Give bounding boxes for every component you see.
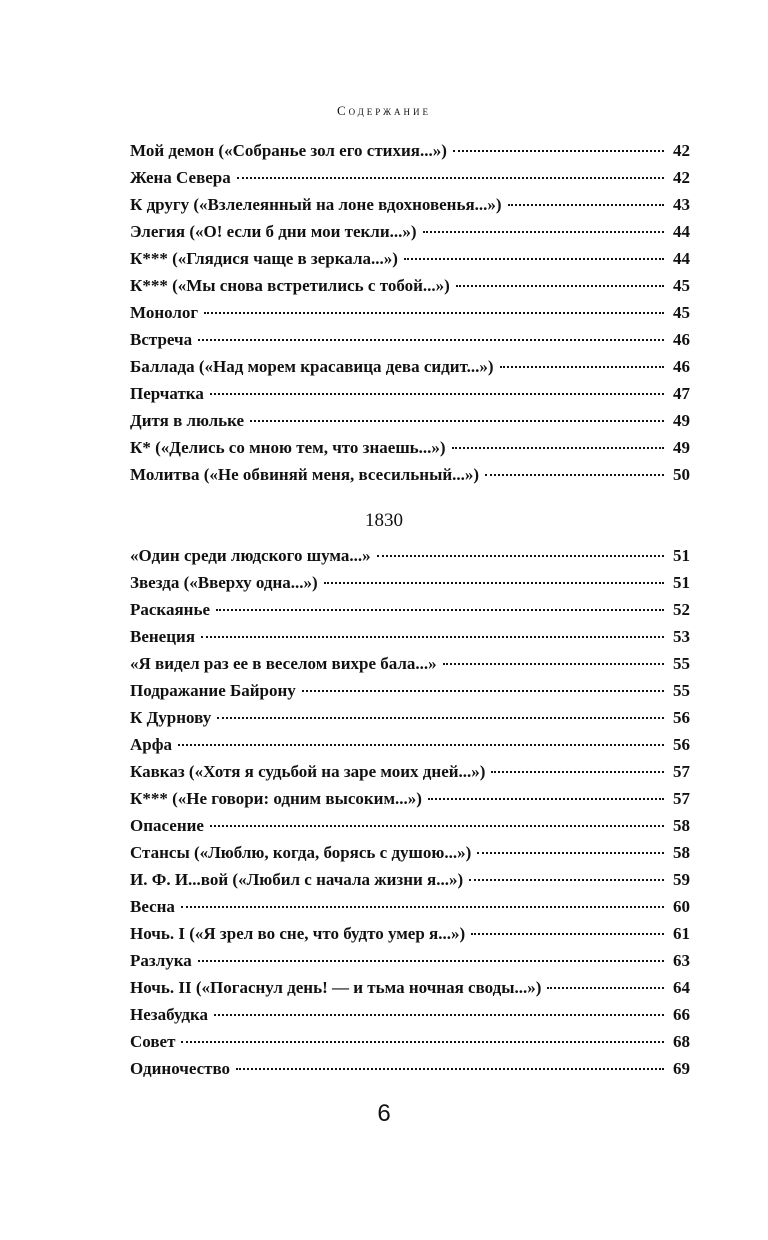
toc-entry <box>130 596 690 623</box>
toc-entry-page: 49 <box>673 411 690 430</box>
toc-entry-page: 43 <box>673 195 690 214</box>
toc-entry-title: «Один среди людского шума...» <box>130 546 371 565</box>
toc-entry-page: 56 <box>673 735 690 754</box>
toc-entry <box>130 812 690 839</box>
toc-entry <box>130 299 690 326</box>
dot-leader <box>250 420 664 422</box>
toc-entry-page: 42 <box>673 168 690 187</box>
toc-entry-title: Арфа <box>130 735 172 754</box>
toc-entry-page: 44 <box>673 249 690 268</box>
toc-entry-title: Баллада («Над морем красавица дева сидит...») <box>130 357 494 376</box>
toc-entry-page: 51 <box>673 546 690 565</box>
running-header: Содержание <box>336 103 432 118</box>
dot-leader <box>443 663 664 665</box>
toc-entry-title: Кавказ («Хотя я судьбой на заре моих дней...») <box>130 762 486 781</box>
toc-entry-page: 51 <box>673 573 690 592</box>
toc-entry <box>130 974 690 1001</box>
toc-entry <box>130 137 690 164</box>
toc-entry-page: 53 <box>673 627 690 646</box>
toc-entry-page: 46 <box>673 330 690 349</box>
toc-entry-title: Дитя в люльке <box>130 411 245 430</box>
toc-entry <box>130 731 690 758</box>
toc-entry-title: К* («Делись со мною тем, что знаешь...») <box>130 438 446 457</box>
toc-entry <box>130 893 690 920</box>
dot-leader <box>456 285 664 287</box>
dot-leader <box>404 258 664 260</box>
toc-entry <box>130 704 690 731</box>
toc-entry <box>130 461 690 488</box>
toc-entry-page: 46 <box>673 357 690 376</box>
toc-entry-title: «Я видел раз ее в веселом вихре бала...» <box>130 654 437 673</box>
toc-entry-title: К другу («Взлелеянный на лоне вдохновенья...») <box>130 195 502 214</box>
toc-entry <box>130 326 690 353</box>
toc-entry-title: Ночь. II («Погаснул день! — и тьма ночная своды...») <box>130 978 542 997</box>
toc-entry-title: Перчатка <box>130 384 204 403</box>
toc-entry-page: 59 <box>673 870 690 889</box>
dot-leader <box>181 906 664 908</box>
toc-entry-page: 66 <box>673 1005 690 1024</box>
toc-entry-title: Раскаянье <box>130 600 210 619</box>
toc-entry-title: И. Ф. И...вой («Любил с начала жизни я...») <box>130 870 464 889</box>
toc-entry-title: Жена Севера <box>130 168 231 187</box>
toc-entry <box>130 434 690 461</box>
dot-leader <box>377 555 664 557</box>
toc-entry <box>130 1028 690 1055</box>
toc-entry-page: 52 <box>673 600 690 619</box>
toc-entry-page: 56 <box>673 708 690 727</box>
toc-entry-title: Стансы («Люблю, когда, борясь с душою...») <box>130 843 472 862</box>
toc-entry-page: 55 <box>673 681 690 700</box>
dot-leader <box>201 636 664 638</box>
toc-entry-title: Опасение <box>130 816 204 835</box>
dot-leader <box>477 852 664 854</box>
toc-entry-title: Встреча <box>130 330 193 349</box>
toc-entry-page: 68 <box>673 1032 690 1051</box>
toc-entry <box>130 569 690 596</box>
toc-entry-title: Одиночество <box>130 1059 231 1078</box>
toc-entry-page: 61 <box>673 924 690 943</box>
dot-leader <box>214 1014 664 1016</box>
toc-entry-page: 47 <box>673 384 690 403</box>
dot-leader <box>181 1041 664 1043</box>
toc-entry <box>130 623 690 650</box>
dot-leader <box>198 339 664 341</box>
toc-entry <box>130 758 690 785</box>
toc-entry-title: Молитва («Не обвиняй меня, всесильный...») <box>130 465 480 484</box>
toc-entry <box>130 1055 690 1082</box>
toc-entry-page: 63 <box>673 951 690 970</box>
toc-entry <box>130 839 690 866</box>
dot-leader <box>508 204 664 206</box>
toc-entry <box>130 920 690 947</box>
toc-entry-page: 44 <box>673 222 690 241</box>
toc-entry <box>130 677 690 704</box>
toc-entry-title: Элегия («О! если б дни мои текли...») <box>130 222 417 241</box>
toc-entry-page: 49 <box>673 438 690 457</box>
toc-entry-title: К Дурнову <box>130 708 212 727</box>
toc-entry-page: 69 <box>673 1059 690 1078</box>
dot-leader <box>471 933 664 935</box>
toc-entry-page: 42 <box>673 141 690 160</box>
toc-section-1 <box>130 137 690 488</box>
dot-leader <box>210 825 664 827</box>
dot-leader <box>423 231 664 233</box>
toc-entry-page: 60 <box>673 897 690 916</box>
dot-leader <box>453 150 664 152</box>
dot-leader <box>491 771 664 773</box>
toc-entry-page: 64 <box>673 978 690 997</box>
toc-entry <box>130 542 690 569</box>
toc-entry-page: 57 <box>673 789 690 808</box>
toc-entry-title: Совет <box>130 1032 176 1051</box>
page-number: 6 <box>377 1100 391 1127</box>
toc-entry <box>130 407 690 434</box>
toc-entry-page: 55 <box>673 654 690 673</box>
toc-entry <box>130 947 690 974</box>
toc-entry <box>130 245 690 272</box>
dot-leader <box>236 1068 664 1070</box>
toc-entry <box>130 380 690 407</box>
dot-leader <box>452 447 664 449</box>
toc-entry-title: Монолог <box>130 303 199 322</box>
dot-leader <box>469 879 664 881</box>
toc-section-2 <box>130 542 690 1082</box>
toc-entry-title: Незабудка <box>130 1005 209 1024</box>
toc-entry <box>130 1001 690 1028</box>
toc-entry-title: Разлука <box>130 951 192 970</box>
dot-leader <box>547 987 664 989</box>
dot-leader <box>324 582 664 584</box>
toc-entry-page: 50 <box>673 465 690 484</box>
dot-leader <box>216 609 664 611</box>
dot-leader <box>210 393 664 395</box>
toc-entry <box>130 785 690 812</box>
toc-entry <box>130 191 690 218</box>
toc-entry-title: К*** («Мы снова встретились с тобой...») <box>130 276 450 295</box>
toc-entry-page: 45 <box>673 276 690 295</box>
toc-entry-title: Подражание Байрону <box>130 681 296 700</box>
toc-entry-title: Ночь. I («Я зрел во сне, что будто умер я...») <box>130 924 466 943</box>
dot-leader <box>237 177 664 179</box>
toc-entry-page: 58 <box>673 816 690 835</box>
dot-leader <box>500 366 664 368</box>
toc-entry <box>130 866 690 893</box>
dot-leader <box>217 717 664 719</box>
toc-entry <box>130 218 690 245</box>
toc-entry-page: 45 <box>673 303 690 322</box>
toc-entry-title: Мой демон («Собранье зол его стихия...») <box>130 141 447 160</box>
toc-entry <box>130 650 690 677</box>
toc-entry-title: Звезда («Вверху одна...») <box>130 573 318 592</box>
dot-leader <box>485 474 664 476</box>
toc-entry-title: Венеция <box>130 627 196 646</box>
toc-entry-title: Весна <box>130 897 175 916</box>
dot-leader <box>302 690 664 692</box>
toc-entry-page: 58 <box>673 843 690 862</box>
year-heading: 1830 <box>365 510 403 531</box>
dot-leader <box>198 960 664 962</box>
toc-entry <box>130 272 690 299</box>
dot-leader <box>428 798 664 800</box>
toc-entry <box>130 353 690 380</box>
toc-entry <box>130 164 690 191</box>
toc-entry-page: 57 <box>673 762 690 781</box>
toc-entry-title: К*** («Не говори: одним высоким...») <box>130 789 422 808</box>
dot-leader <box>204 312 664 314</box>
toc-entry-title: К*** («Глядися чаще в зеркала...») <box>130 249 398 268</box>
dot-leader <box>178 744 664 746</box>
